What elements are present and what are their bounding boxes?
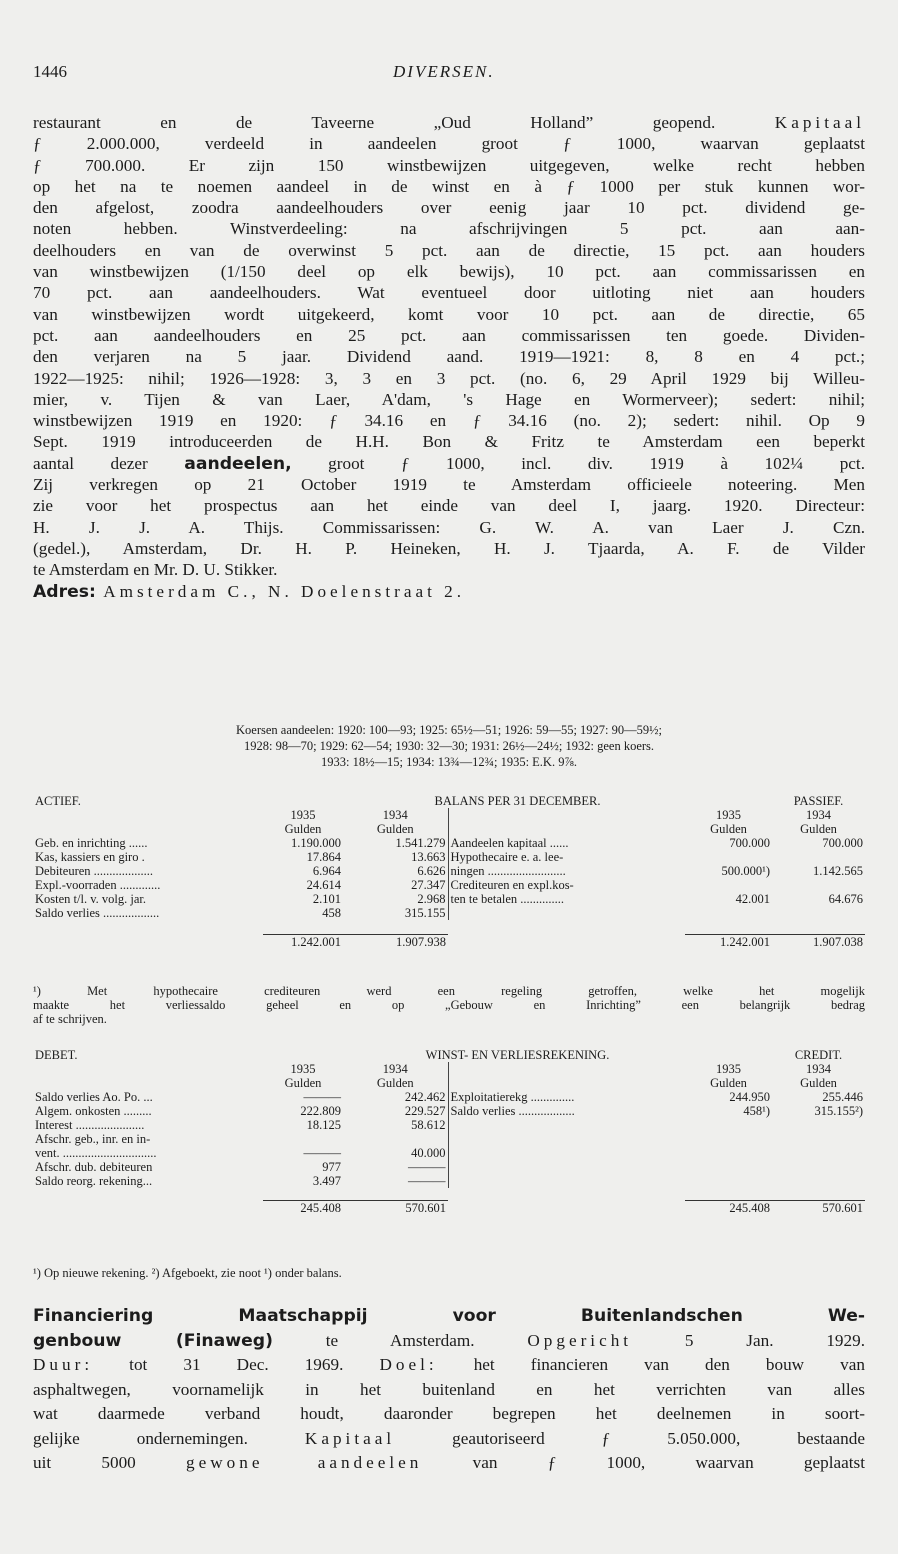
text-line: asphaltwegen, voornamelijk in het buitenland en het verrichten van alles bbox=[33, 1379, 865, 1399]
text-line: mier, v. Tijen & van Laer, A'dam, 's Hage en Wormerveer); sedert: nihil; bbox=[33, 389, 865, 409]
page-number: 1446 bbox=[33, 62, 67, 81]
totals-row: 245.408 570.601 245.408 570.601 bbox=[33, 1201, 865, 1216]
liabilities-heading: PASSIEF. bbox=[793, 794, 844, 808]
text-line: den afgelost, zoodra aandeelhouders over eenig jaar 10 pct. dividend ge- bbox=[33, 198, 865, 218]
text-line: pct. aan aandeelhouders en 25 pct. aan commissarissen ten goede. Dividen- bbox=[33, 325, 865, 345]
finaweg-paragraph bbox=[33, 1304, 865, 1476]
table-row: Expl.-voorraden ............. 24.614 27.347 Crediteuren en expl.kos- bbox=[35, 878, 574, 892]
balance-title: BALANS PER 31 DECEMBER. bbox=[434, 794, 601, 808]
balance-footnote: ¹) Met hypothecaire crediteuren werd een regeling getroffen, welke het mogelijk maakte het verliessaldo geheel en op „Gebouw en Inrichting” een belangrijk bedrag af te schrijven. bbox=[33, 984, 865, 1026]
table-row: vent. .............................. ——— 40.000 bbox=[33, 1146, 865, 1160]
assets-heading: ACTIEF. bbox=[35, 794, 81, 808]
text-line: deelhouders en van de overwinst 5 pct. aan de directie, 15 pct. aan houders bbox=[33, 240, 865, 260]
text-line: winstbewijzen 1919 en 1920: ƒ 34.16 en ƒ 34.16 (no. 2); sedert: nihil. Op 9 bbox=[33, 411, 865, 431]
text-line: genbouw (Finaweg) te Amsterdam. Opgericht 5 Jan. 1929. bbox=[33, 1330, 865, 1351]
text-line: gelijke ondernemingen. Kapitaal geautoriseerd ƒ 5.050.000, bestaande bbox=[33, 1428, 865, 1448]
credit-heading: CREDIT. bbox=[794, 1048, 843, 1062]
shares-keyword: aandeelen, bbox=[184, 453, 292, 474]
text-line: 1922—1925: nihil; 1926—1928: 3, 3 en 3 pct. (no. 6, 29 April 1929 bij Willeu- bbox=[33, 368, 865, 388]
text-line: ƒ 700.000. Er zijn 150 winstbewijzen uitgegeven, welke recht hebben bbox=[33, 155, 865, 175]
text-line: Duur: tot 31 Dec. 1969. Doel: het financieren van den bouw van bbox=[33, 1355, 865, 1374]
profit-loss-footnote: ¹) Op nieuwe rekening. ²) Afgeboekt, zie noot ¹) onder balans. bbox=[33, 1266, 342, 1280]
share-prices-block bbox=[33, 722, 865, 770]
debit-heading: DEBET. bbox=[35, 1048, 78, 1062]
running-title: DIVERSEN. bbox=[393, 62, 495, 81]
balance-sheet-table: ACTIEF. BALANS PER 31 DECEMBER. PASSIEF. 1935 1934 1935 1934 Gulden Gulden Gulden Gulden Geb. en inrichting ...... 1.190.000 1.541.279 Aandeelen kapitaal ...... 700.000 700.000 Kas, kassiers en giro . 17.864 13.663 Hypothecaire e. a. lee- Debiteuren ................... 6.964 6.626 ningen ......................... 500.000¹) 1.142.565 Expl.-voorraden ............. 24.614 27.347 Crediteuren en expl.kos- Kosten t/l. v. volg. jar. 2.101 2.968 ten te betalen .............. 42.001 64.676 Saldo verlies .................. 458 315.155 1.242.001 1.907.938 1.242.001 1.907.038 bbox=[35, 794, 863, 949]
table-row: Kas, kassiers en giro . 17.864 13.663 Hypothecaire e. a. lee- bbox=[35, 850, 564, 864]
text-line: te Amsterdam en Mr. D. U. Stikker. bbox=[33, 560, 278, 580]
text-line: wat daarmede verband houdt, daaronder begrepen het deelnemen in soort- bbox=[33, 1404, 865, 1423]
text-line: zie voor het prospectus aan het einde van deel I, jaarg. 1920. Directeur: bbox=[33, 496, 865, 516]
totals-row: 1.242.001 1.907.938 1.242.001 1.907.038 bbox=[33, 935, 865, 950]
text-line bbox=[33, 1304, 865, 1329]
table-row: Algem. onkosten ......... 222.809 229.527 Saldo verlies .................. 458¹) 315.155²) bbox=[35, 1104, 863, 1118]
text-line: den verjaren na 5 jaar. Dividend aand. 1919—1921: 8, 8 en 4 pct.; bbox=[33, 347, 865, 367]
text-line: (gedel.), Amsterdam, Dr. H. P. Heineken, H. J. Tjaarda, A. F. de Vilder bbox=[33, 538, 865, 558]
share-prices-line: Koersen aandeelen: 1920: 100—93; 1925: 65½—51; 1926: 59—55; 1927: 90—59½; bbox=[236, 723, 662, 737]
text-line: ƒ 2.000.000, verdeeld in aandeelen groot ƒ 1000, waarvan geplaatst bbox=[33, 134, 865, 154]
company-description-paragraph bbox=[33, 112, 865, 602]
profit-loss-table: DEBET. WINST- EN VERLIESREKENING. CREDIT. 1935 1934 1935 1934 Gulden Gulden Gulden Gulden Saldo verlies Ao. Po. ... ——— 242.462 Exploitatierekg .............. 244.950 255.446 Algem. onkosten ......... 222.809 229.527 Saldo verlies .................. 458¹) 315.155²) Interest ...................... 18.125 58.612 Afschr. geb., inr. en in- vent. .............................. ——— 40.000 Afschr. dub. debiteuren 977 ——— Saldo reorg. rekening... 3.497 ——— 245.408 570.601 245.408 570.601 bbox=[35, 1048, 863, 1215]
text-line: H. J. J. A. Thijs. Commissarissen: G. W. A. van Laer J. Czn. bbox=[33, 517, 865, 537]
table-row: Kosten t/l. v. volg. jar. 2.101 2.968 ten te betalen .............. 42.001 64.676 bbox=[35, 892, 863, 906]
share-prices-line: 1928: 98—70; 1929: 62—54; 1930: 32—30; 1931: 26½—24½; 1932: geen koers. bbox=[243, 739, 655, 753]
table-row: Afschr. dub. debiteuren 977 ——— bbox=[33, 1160, 865, 1174]
address-line: Adres: Amsterdam C., N. Doelenstraat 2. bbox=[33, 581, 466, 602]
text-line: restaurant en de Taveerne „Oud Holland” geopend. Kapitaal bbox=[33, 113, 865, 132]
text-line: Zij verkregen op 21 October 1919 te Amsterdam officieele noteering. Men bbox=[33, 475, 865, 495]
text-line: uit 5000 gewone aandeelen van ƒ 1000, waarvan geplaatst bbox=[33, 1453, 865, 1472]
text-line: van winstbewijzen (1/150 deel op elk bewijs), 10 pct. aan commissarissen en bbox=[33, 262, 865, 282]
table-row: Saldo reorg. rekening... 3.497 ——— bbox=[33, 1174, 865, 1188]
text-line: 70 pct. aan aandeelhouders. Wat eventueel door uitloting niet aan houders bbox=[33, 283, 865, 303]
table-row: Debiteuren ................... 6.964 6.626 ningen ......................... 500.000¹) 1.142.565 bbox=[35, 864, 863, 878]
table-row: Geb. en inrichting ...... 1.190.000 1.541.279 Aandeelen kapitaal ...... 700.000 700.000 bbox=[35, 836, 863, 850]
table-row: Saldo verlies Ao. Po. ... ——— 242.462 Exploitatierekg .............. 244.950 255.446 bbox=[35, 1090, 863, 1104]
text-line: aantal dezer aandeelen, groot ƒ 1000, incl. div. 1919 à 102¼ pct. bbox=[33, 453, 865, 474]
text-line: Sept. 1919 introduceerden de H.H. Bon & Fritz te Amsterdam een beperkt bbox=[33, 432, 865, 452]
table-row: Afschr. geb., inr. en in- bbox=[33, 1132, 865, 1146]
table-row: Interest ...................... 18.125 58.612 bbox=[33, 1118, 865, 1132]
text-line: noten hebben. Winstverdeeling: na afschrijvingen 5 pct. aan aan- bbox=[33, 219, 865, 239]
page-header bbox=[33, 62, 865, 86]
profit-loss-title: WINST- EN VERLIESREKENING. bbox=[425, 1048, 610, 1062]
text-line: van winstbewijzen wordt uitgekeerd, komt voor 10 pct. aan de directie, 65 bbox=[33, 304, 865, 324]
text-line: op het na te noemen aandeel in de winst en à ƒ 1000 per stuk kunnen wor- bbox=[33, 176, 865, 196]
share-prices-line: 1933: 18½—15; 1934: 13¾—12¾; 1935: E.K. 9⅞. bbox=[321, 755, 577, 769]
company-name: Financiering Maatschappij voor Buitenlandschen We- bbox=[33, 1306, 865, 1326]
address-label: Adres: bbox=[33, 581, 96, 602]
table-row: Saldo verlies .................. 458 315.155 bbox=[33, 906, 865, 920]
